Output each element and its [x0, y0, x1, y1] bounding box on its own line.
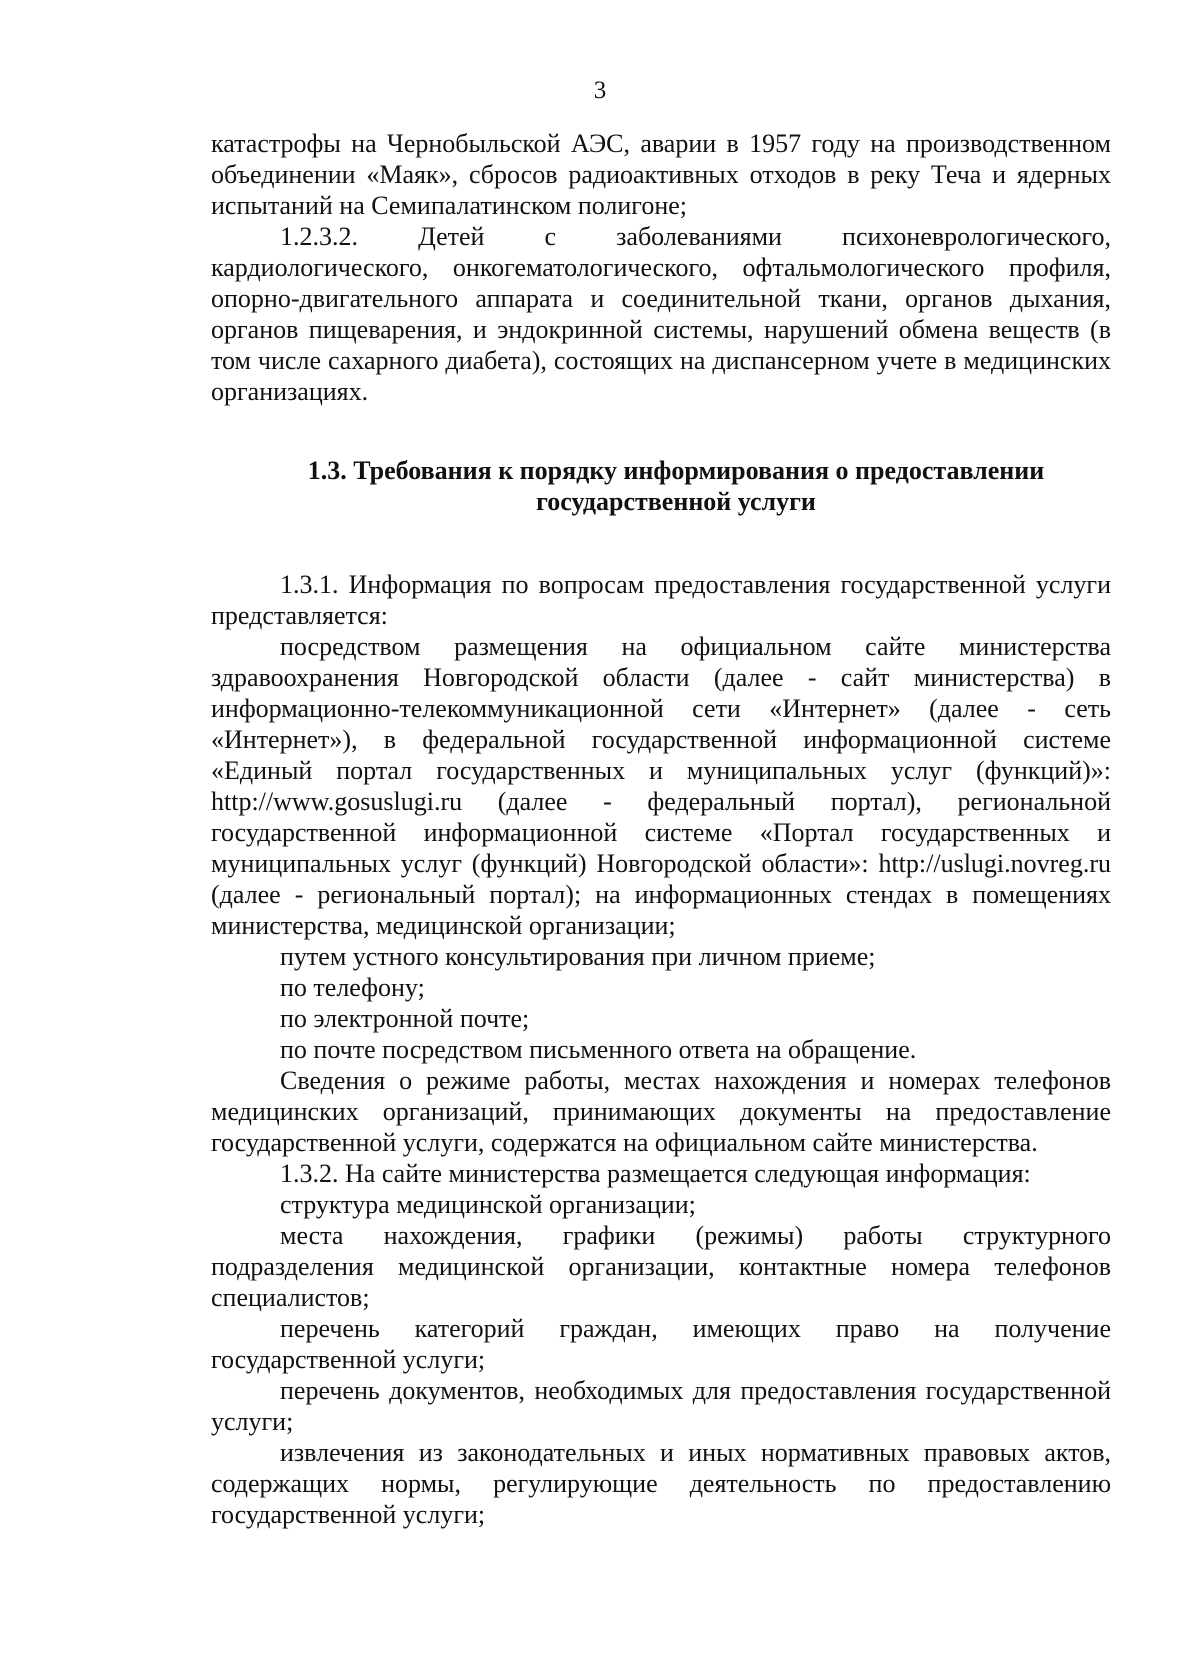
paragraph-phone: по телефону; [280, 973, 425, 1002]
list-item-documents: перечень документов, необходимых для предоставления государственной услуги; [211, 1376, 1111, 1436]
paragraph-1-3-1: 1.3.1. Информация по вопросам предоставления государственной услуги представляется: [211, 570, 1111, 630]
list-item-structure: структура медицинской организации; [280, 1190, 696, 1219]
paragraph-email: по электронной почте; [280, 1004, 530, 1033]
document-body [211, 128, 1111, 1530]
paragraph-1-3-2: 1.3.2. На сайте министерства размещается следующая информация: [280, 1159, 1031, 1188]
list-item-citizen-categories: перечень категорий граждан, имеющих право на получение государственной услуги; [211, 1314, 1111, 1374]
section-heading-line-2: государственной услуги [536, 487, 816, 516]
list-item-legal-extracts: извлечения из законодательных и иных нормативных правовых актов, содержащих нормы, регулирующие деятельность по предоставлению государственной услуги; [211, 1438, 1111, 1529]
paragraph-oral-consulting: путем устного консультирования при личном приеме; [280, 942, 876, 971]
paragraph-post: по почте посредством письменного ответа на обращение. [280, 1035, 917, 1064]
section-heading-line-1: 1.3. Требования к порядку информирования о предоставлении [307, 456, 1045, 485]
paragraph-working-hours: Сведения о режиме работы, местах нахождения и номерах телефонов медицинских организаций, принимающих документы на предоставление государственной услуги, содержатся на официальном сайте министерства. [211, 1066, 1111, 1157]
page-number: 3 [593, 77, 607, 104]
section-heading [211, 455, 1111, 517]
paragraph-continuation: катастрофы на Чернобыльской АЭС, аварии в 1957 году на производственном объединении «Маяк», сбросов радиоактивных отходов в реку Теча и ядерных испытаний на Семипалатинском полигоне; [211, 129, 1111, 220]
paragraph-1-2-3-2: 1.2.3.2. Детей с заболеваниями психоневрологического, кардиологического, онкогематологического, офтальмологического профиля, опорно-двигательного аппарата и соединительной ткани, органов дыхания, органов пищеварения, и эндокринной системы, нарушений обмена веществ (в том числе сахарного диабета), состоящих на диспансерном учете в медицинских организациях. [211, 222, 1111, 406]
list-item-locations: места нахождения, графики (режимы) работы структурного подразделения медицинской организации, контактные номера телефонов специалистов; [211, 1221, 1111, 1312]
paragraph-website-info: посредством размещения на официальном сайте министерства здравоохранения Новгородской области (далее - сайт министерства) в информационно-телекоммуникационной сети «Интернет» (далее - сеть «Интернет»), в федеральной государственной информационной системе «Единый портал государственных и муниципальных услуг (функций)»: http://www.gosuslugi.ru (далее - федеральный портал), региональной государственной информационной системе «Портал государственных и муниципальных услуг (функций) Новгородской области»: http://uslugi.novreg.ru (далее - региональный портал); на информационных стендах в помещениях министерства, медицинской организации; [211, 632, 1111, 940]
